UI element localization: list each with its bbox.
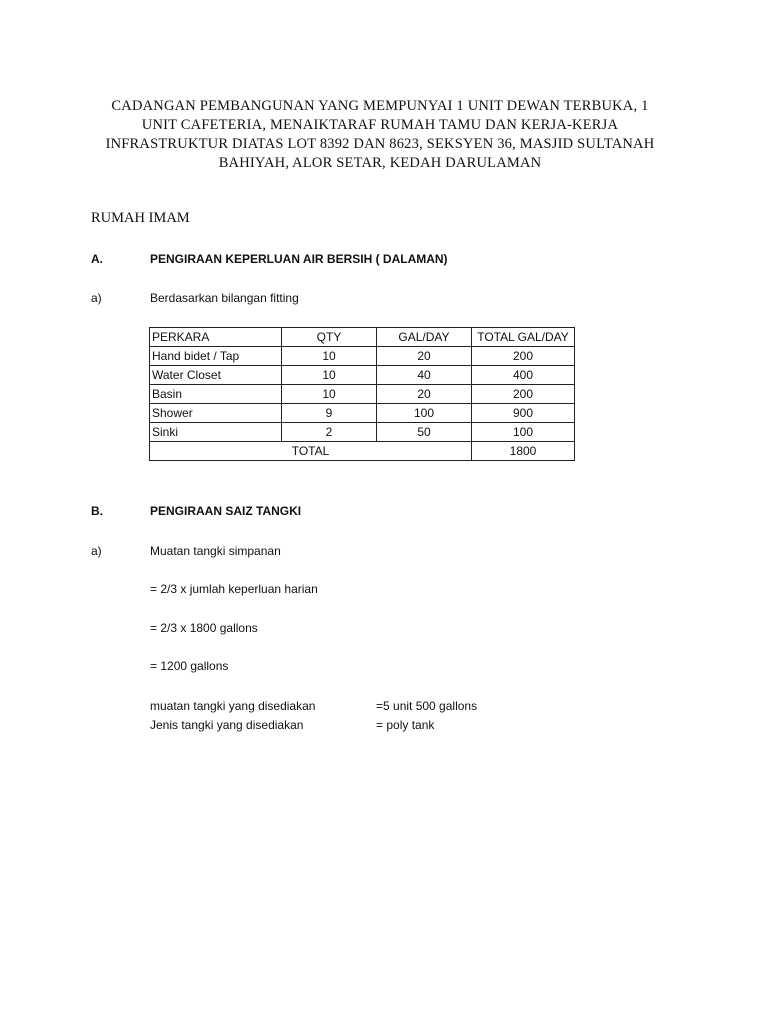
provided-label: Jenis tangki yang disediakan — [150, 718, 304, 732]
title-line-4: BAHIYAH, ALOR SETAR, KEDAH DARULAMAN — [218, 155, 542, 171]
total-label: TOTAL — [150, 442, 472, 461]
section-b-sub-marker: a) — [91, 544, 102, 558]
cell-gal-day: 100 — [377, 404, 472, 423]
cell-gal-day: 20 — [377, 385, 472, 404]
cell-total-gal-day: 400 — [472, 366, 575, 385]
cell-perkara: Sinki — [150, 423, 282, 442]
cell-qty: 9 — [282, 404, 377, 423]
cell-qty: 10 — [282, 385, 377, 404]
cell-perkara: Hand bidet / Tap — [150, 347, 282, 366]
header-gal-day: GAL/DAY — [377, 328, 472, 347]
cell-perkara: Water Closet — [150, 366, 282, 385]
section-b-heading: PENGIRAAN SAIZ TANGKI — [150, 504, 302, 518]
cell-total-gal-day: 900 — [472, 404, 575, 423]
provided-value: =5 unit 500 gallons — [376, 699, 478, 713]
section-a-marker: A. — [91, 252, 103, 266]
table-header-row — [150, 328, 575, 347]
cell-qty: 10 — [282, 347, 377, 366]
title-line-1: CADANGAN PEMBANGUNAN YANG MEMPUNYAI 1 UNIT DEWAN TERBUKA, 1 — [111, 98, 649, 114]
header-perkara: PERKARA — [150, 328, 282, 347]
section-b-marker: B. — [91, 504, 103, 518]
cell-qty: 10 — [282, 366, 377, 385]
header-qty: QTY — [282, 328, 377, 347]
table-row — [150, 423, 575, 442]
cell-perkara: Shower — [150, 404, 282, 423]
table-total-row — [150, 442, 575, 461]
section-b-sub-heading: Muatan tangki simpanan — [150, 544, 281, 558]
calculation-step-text: = 2/3 x jumlah keperluan harian — [150, 582, 318, 596]
table-row — [150, 404, 575, 423]
cell-qty: 2 — [282, 423, 377, 442]
table-row — [150, 347, 575, 366]
provided-value: = poly tank — [376, 718, 435, 732]
title-line-3: INFRASTRUKTUR DIATAS LOT 8392 DAN 8623, SEKSYEN 36, MASJID SULTANAH — [105, 136, 655, 152]
calculation-step-text: = 2/3 x 1800 gallons — [150, 621, 258, 635]
cell-total-gal-day: 100 — [472, 423, 575, 442]
document-title — [70, 97, 690, 173]
cell-total-gal-day: 200 — [472, 347, 575, 366]
cell-gal-day: 20 — [377, 347, 472, 366]
provided-label: muatan tangki yang disediakan — [150, 699, 316, 713]
fitting-table — [149, 327, 575, 461]
table-row — [150, 366, 575, 385]
total-value: 1800 — [472, 442, 575, 461]
section-a-sub-marker: a) — [91, 291, 102, 305]
table-row — [150, 385, 575, 404]
calculation-step-text: = 1200 gallons — [150, 659, 229, 673]
section-heading-rumah-imam: RUMAH IMAM — [91, 210, 190, 226]
header-total-gal-day: TOTAL GAL/DAY — [472, 328, 575, 347]
cell-total-gal-day: 200 — [472, 385, 575, 404]
cell-gal-day: 50 — [377, 423, 472, 442]
title-line-2: UNIT CAFETERIA, MENAIKTARAF RUMAH TAMU DAN KERJA-KERJA — [141, 117, 619, 133]
section-a-heading: PENGIRAAN KEPERLUAN AIR BERSIH ( DALAMAN) — [150, 252, 448, 266]
section-a-sub-heading: Berdasarkan bilangan fitting — [150, 291, 299, 305]
cell-perkara: Basin — [150, 385, 282, 404]
cell-gal-day: 40 — [377, 366, 472, 385]
